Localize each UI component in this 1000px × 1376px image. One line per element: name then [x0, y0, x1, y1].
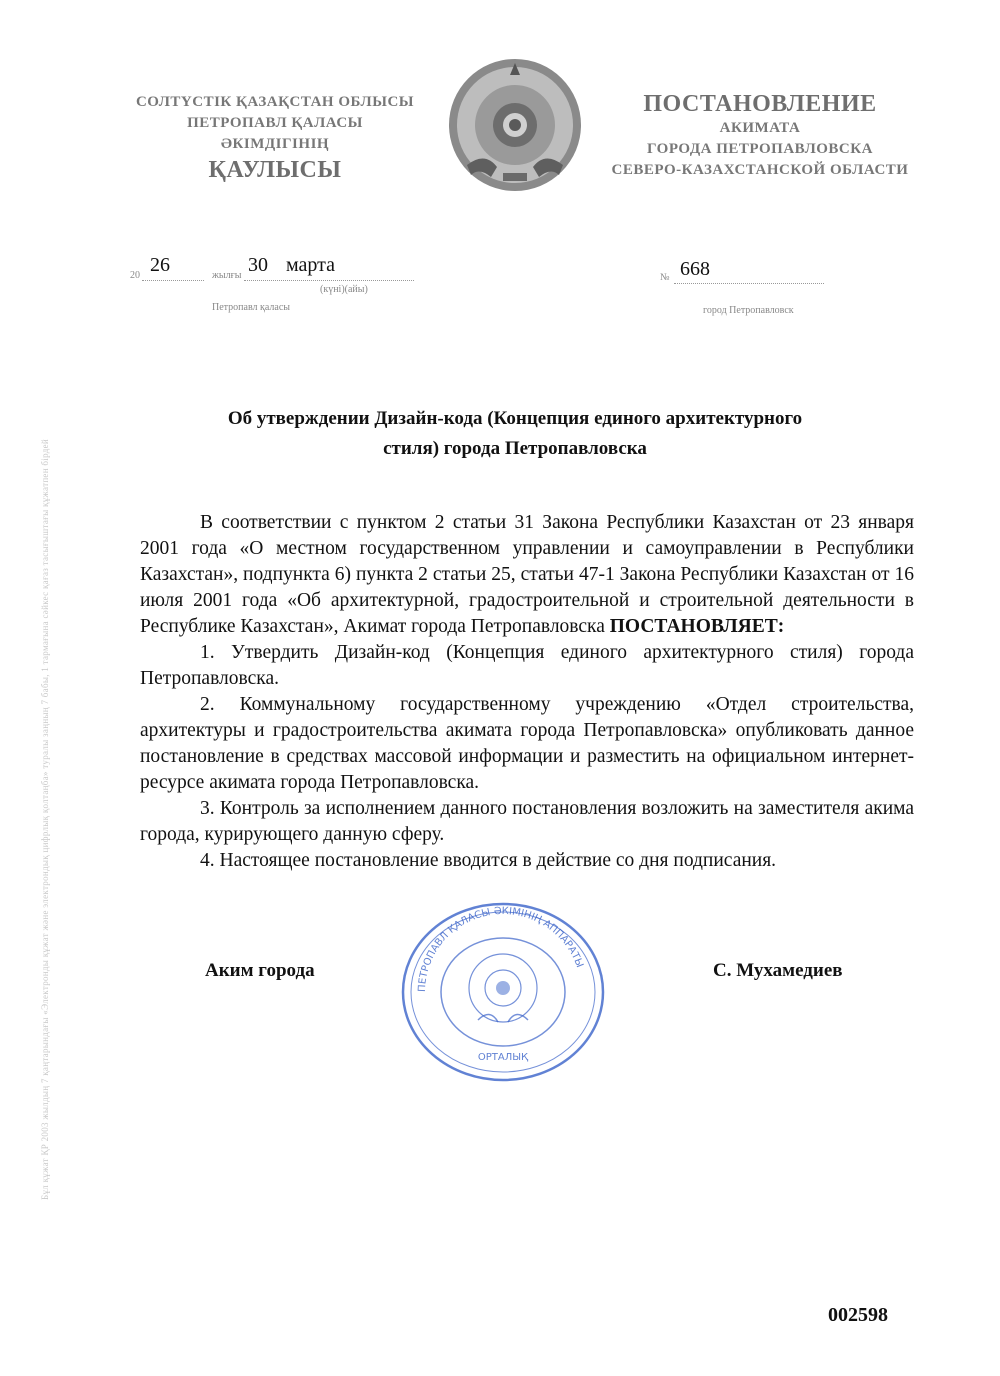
date-label: (күні)(айы) — [320, 284, 368, 295]
year-value: 26 — [150, 254, 170, 276]
month-value: марта — [286, 254, 335, 276]
preamble-text: В соответствии с пунктом 2 статьи 31 Закона Республики Казахстан от 23 января 2001 года «О местном государственном управлении и самоуправлении в Республики Казахстан», подпункта 6) пункта 2 статьи 25, статьи 47-1 Закона Республики Казахстан от 16 июля 2001 года «Об архитектурной, градостроительной и строительной деятельности в Республике Казахстан», Акимат города Петропавловска — [140, 512, 914, 637]
title-line-2: стиля) города Петропавловска — [383, 438, 647, 459]
header-right-line-3: СЕВЕРО-КАЗАХСТАНСКОЙ ОБЛАСТИ — [611, 162, 909, 178]
year-underline — [142, 280, 204, 281]
document-body — [140, 510, 914, 874]
year-suffix: жылғы — [212, 270, 242, 281]
decree-word: ПОСТАНОВЛЯЕТ: — [609, 616, 785, 637]
header-left-line-2: ПЕТРОПАВЛ ҚАЛАСЫ — [187, 115, 363, 131]
number-value: 668 — [680, 258, 710, 280]
item-2: 2. Коммунальному государственному учреждению «Отдел строительства, архитектуры и градостроительства акимата города Петропавловска» опубликовать данное постановление в средствах массовой информации и разместить на официальном интернет-ресурсе акимата города Петропавловска. — [140, 694, 914, 793]
signature-name: С. Мухамедиев — [713, 960, 843, 981]
official-seal-icon — [398, 900, 608, 1085]
header-russian — [585, 90, 935, 181]
state-emblem-icon — [445, 55, 585, 195]
day-value: 30 — [248, 254, 268, 276]
place-left: Петропавл қаласы — [212, 302, 290, 313]
header-right-title: ПОСТАНОВЛЕНИЕ — [643, 91, 877, 117]
item-3: 3. Контроль за исполнением данного постановления возложить на заместителя акима города, курирующего данную сферу. — [140, 798, 914, 845]
header-kazakh — [100, 92, 450, 185]
year-prefix: 20 — [130, 270, 140, 281]
preamble-paragraph — [140, 510, 914, 640]
side-legal-text: Бұл құжат ҚР 2003 жылдың 7 қаңтарындағы «Электронды құжат және электрондық цифрлық қолтаңба» туралы заңның 7 бабы, 1 тармағына сәйкес қағаз тасығыштағы құжатпен бірдей — [40, 438, 50, 1200]
header-left-line-1: СОЛТҮСТІК ҚАЗАҚСТАН ОБЛЫСЫ — [135, 94, 415, 110]
title-line-1: Об утверждении Дизайн-кода (Концепция единого архитектурного — [227, 408, 803, 429]
signature-position: Аким города — [205, 960, 315, 981]
seal-inner-text: ОРТАЛЫҚ — [477, 1052, 529, 1063]
header-left-line-3: ӘКІМДІГІНІҢ — [220, 136, 330, 152]
date-underline — [244, 280, 414, 281]
header-right-line-1: АКИМАТА — [719, 120, 801, 136]
document-title — [140, 404, 890, 464]
item-1: 1. Утвердить Дизайн-код (Концепция единого архитектурного стиля) города Петропавловска. — [140, 642, 914, 689]
serial-number: 002598 — [828, 1304, 888, 1326]
header-left-title: ҚАУЛЫСЫ — [208, 157, 342, 183]
header-right-line-2: ГОРОДА ПЕТРОПАВЛОВСКА — [647, 141, 873, 157]
number-underline — [674, 283, 824, 284]
number-prefix: № — [660, 272, 670, 283]
item-4: 4. Настоящее постановление вводится в действие со дня подписания. — [200, 850, 777, 871]
place-right: город Петропавловск — [703, 305, 794, 316]
seal-ring-text: ПЕТРОПАВЛ ҚАЛАСЫ ӘКІМІНІҢ АППАРАТЫ — [416, 905, 585, 993]
